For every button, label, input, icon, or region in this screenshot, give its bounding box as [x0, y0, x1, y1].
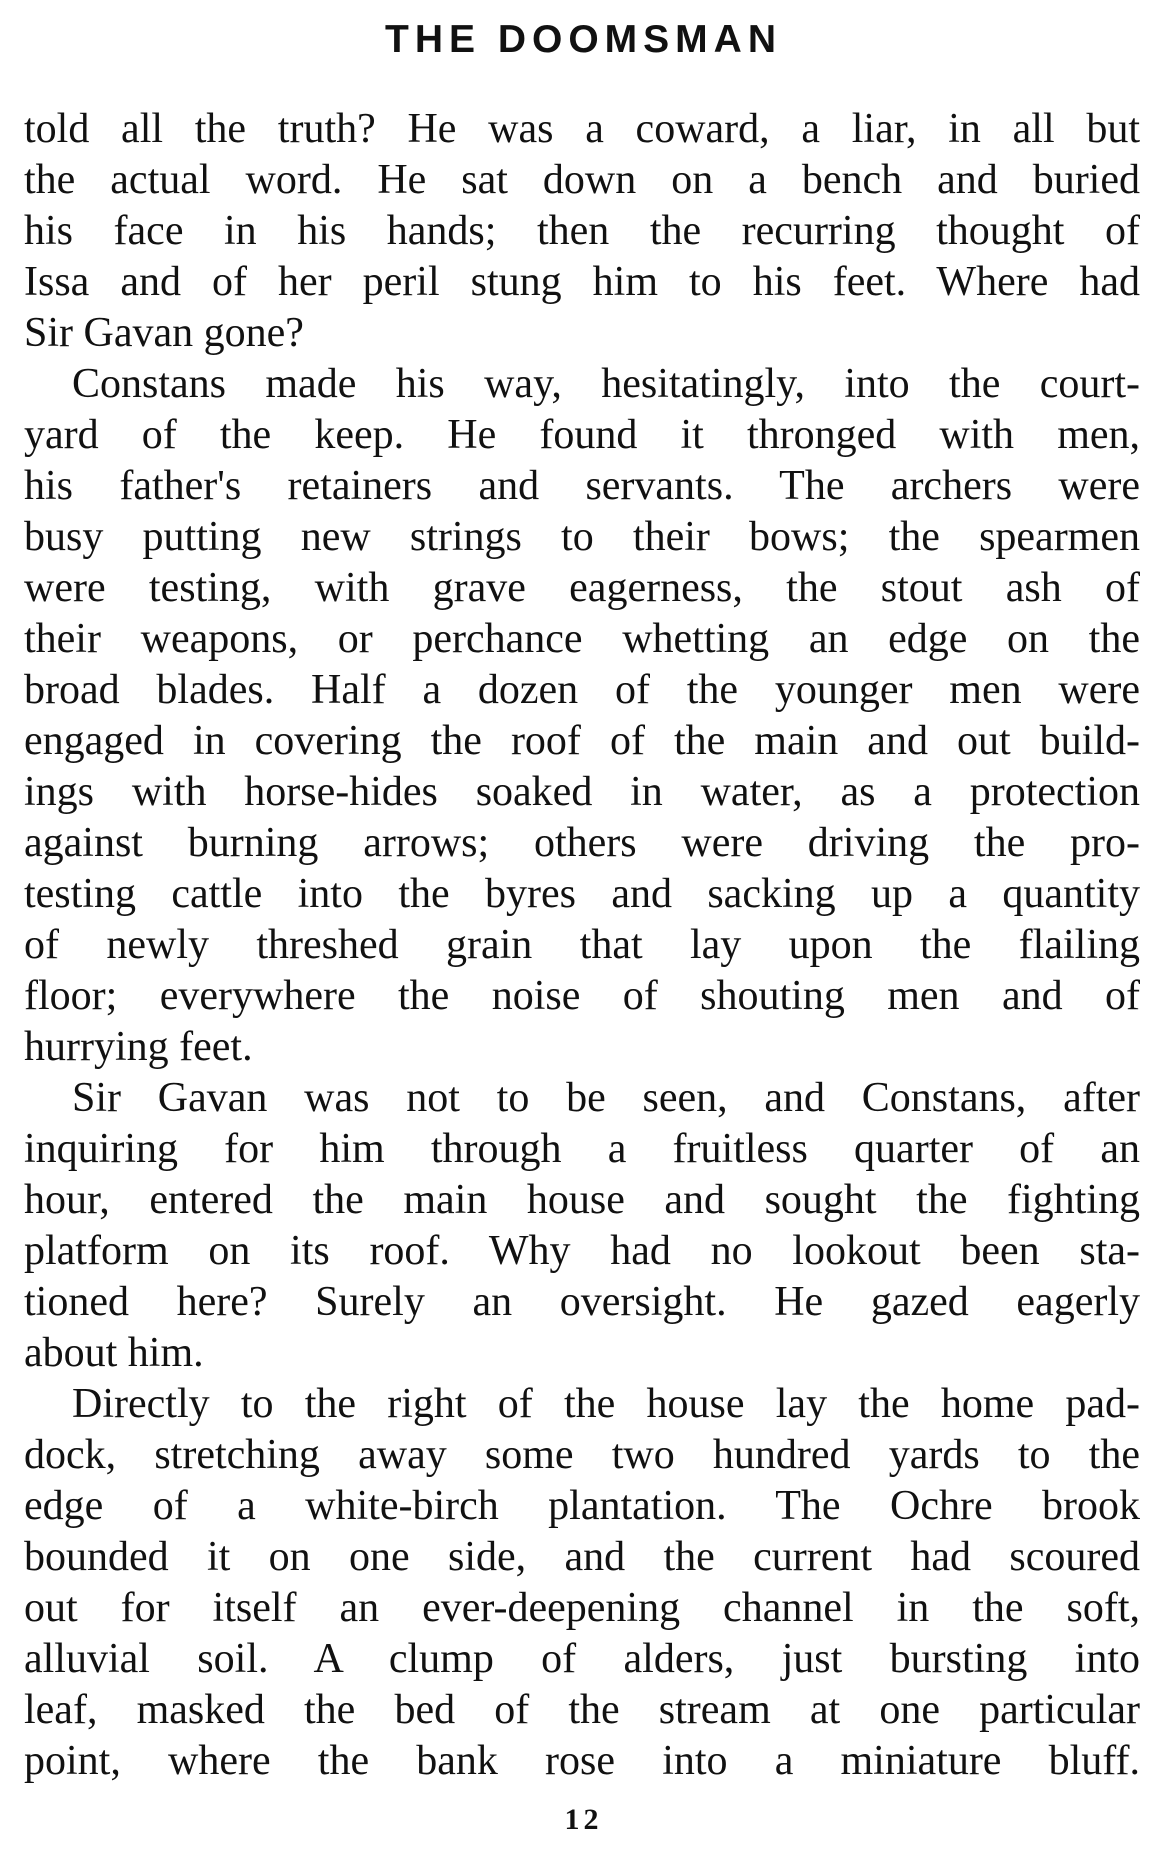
- text-line: testing cattle into the byres and sacking up a quantity: [24, 871, 1140, 917]
- text-line: broad blades. Half a dozen of the younger men were: [24, 667, 1140, 713]
- text-line: out for itself an ever-deepening channel in the soft,: [24, 1585, 1140, 1631]
- text-line: about him.: [24, 1330, 204, 1376]
- text-line: engaged in covering the roof of the main and out build-: [24, 718, 1140, 764]
- page-number: 12: [564, 1803, 603, 1836]
- text-line: hurrying feet.: [24, 1024, 253, 1070]
- text-line: platform on its roof. Why had no lookout been sta-: [24, 1228, 1140, 1274]
- text-line: edge of a white-birch plantation. The Ochre brook: [24, 1483, 1140, 1529]
- text-line: were testing, with grave eagerness, the stout ash of: [24, 565, 1140, 611]
- text-line: inquiring for him through a fruitless quarter of an: [24, 1126, 1140, 1172]
- body-text: [24, 104, 1140, 1787]
- text-line: Sir Gavan gone?: [24, 310, 304, 356]
- text-line: alluvial soil. A clump of alders, just bursting into: [24, 1636, 1140, 1682]
- text-line: Constans made his way, hesitatingly, into the court-: [72, 361, 1140, 407]
- text-line: busy putting new strings to their bows; the spearmen: [24, 514, 1140, 560]
- text-line: leaf, masked the bed of the stream at one particular: [24, 1687, 1140, 1733]
- text-line: yard of the keep. He found it thronged with men,: [24, 412, 1140, 458]
- text-line: point, where the bank rose into a miniature bluff.: [24, 1738, 1140, 1784]
- running-head: THE DOOMSMAN: [385, 18, 782, 61]
- text-line: their weapons, or perchance whetting an edge on the: [24, 616, 1140, 662]
- text-line: bounded it on one side, and the current had scoured: [24, 1534, 1140, 1580]
- text-line: ings with horse-hides soaked in water, as a protection: [24, 769, 1140, 815]
- text-line: told all the truth? He was a coward, a liar, in all but: [24, 106, 1140, 152]
- text-line: tioned here? Surely an oversight. He gazed eagerly: [24, 1279, 1140, 1325]
- text-line: Directly to the right of the house lay the home pad-: [72, 1381, 1140, 1427]
- text-line: Issa and of her peril stung him to his feet. Where had: [24, 259, 1140, 305]
- text-line: his face in his hands; then the recurring thought of: [24, 208, 1140, 254]
- text-line: his father's retainers and servants. The archers were: [24, 463, 1140, 509]
- text-line: hour, entered the main house and sought the fighting: [24, 1177, 1140, 1223]
- text-line: Sir Gavan was not to be seen, and Constans, after: [72, 1075, 1140, 1121]
- text-line: floor; everywhere the noise of shouting men and of: [24, 973, 1140, 1019]
- text-line: dock, stretching away some two hundred yards to the: [24, 1432, 1140, 1478]
- text-line: of newly threshed grain that lay upon the flailing: [24, 922, 1140, 968]
- text-line: against burning arrows; others were driving the pro-: [24, 820, 1140, 866]
- text-line: the actual word. He sat down on a bench and buried: [24, 157, 1140, 203]
